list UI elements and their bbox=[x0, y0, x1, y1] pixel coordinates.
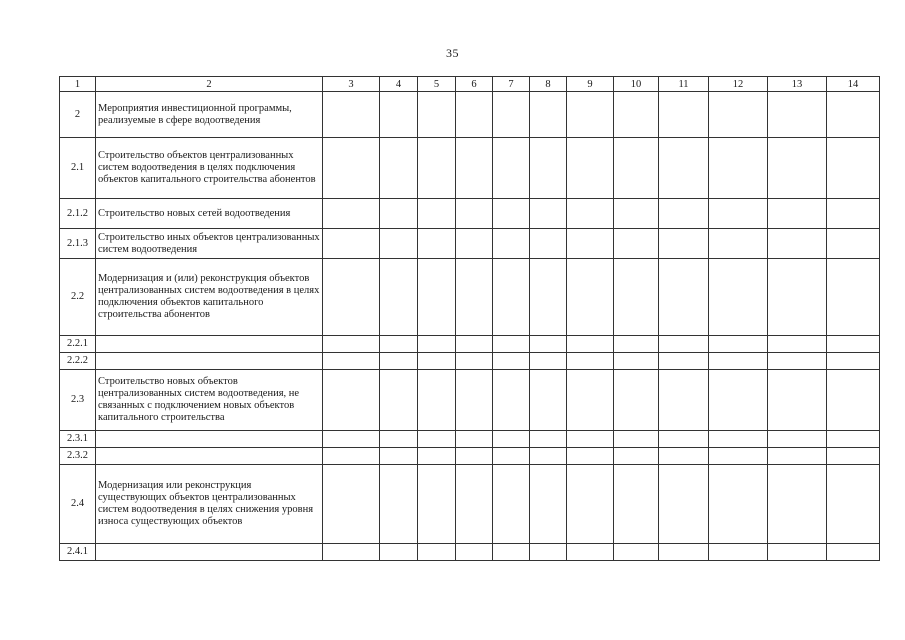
empty-cell bbox=[380, 229, 418, 259]
empty-cell bbox=[659, 259, 709, 336]
empty-cell bbox=[530, 229, 567, 259]
empty-cell bbox=[614, 465, 659, 544]
empty-cell bbox=[827, 465, 880, 544]
empty-cell bbox=[709, 92, 768, 138]
empty-cell bbox=[530, 431, 567, 448]
table-row bbox=[60, 138, 880, 199]
empty-cell bbox=[709, 353, 768, 370]
investment-program-table bbox=[59, 76, 880, 561]
empty-cell bbox=[418, 259, 456, 336]
column-header: 4 bbox=[380, 77, 418, 92]
empty-cell bbox=[418, 353, 456, 370]
column-header: 11 bbox=[659, 77, 709, 92]
column-header: 9 bbox=[567, 77, 614, 92]
table-row bbox=[60, 431, 880, 448]
row-number: 2.2.1 bbox=[60, 336, 96, 353]
empty-cell bbox=[493, 448, 530, 465]
empty-cell bbox=[768, 199, 827, 229]
empty-cell bbox=[418, 448, 456, 465]
empty-cell bbox=[323, 229, 380, 259]
empty-cell bbox=[323, 138, 380, 199]
empty-cell bbox=[659, 465, 709, 544]
empty-cell bbox=[768, 92, 827, 138]
column-header: 1 bbox=[60, 77, 96, 92]
empty-cell bbox=[456, 138, 493, 199]
empty-cell bbox=[768, 259, 827, 336]
empty-cell bbox=[493, 544, 530, 561]
row-description bbox=[96, 544, 323, 561]
empty-cell bbox=[418, 138, 456, 199]
empty-cell bbox=[323, 544, 380, 561]
empty-cell bbox=[380, 199, 418, 229]
empty-cell bbox=[768, 229, 827, 259]
empty-cell bbox=[493, 138, 530, 199]
column-header: 5 bbox=[418, 77, 456, 92]
empty-cell bbox=[530, 353, 567, 370]
empty-cell bbox=[380, 370, 418, 431]
empty-cell bbox=[614, 138, 659, 199]
empty-cell bbox=[323, 465, 380, 544]
empty-cell bbox=[768, 336, 827, 353]
empty-cell bbox=[380, 92, 418, 138]
empty-cell bbox=[323, 336, 380, 353]
table-row bbox=[60, 465, 880, 544]
empty-cell bbox=[659, 431, 709, 448]
empty-cell bbox=[418, 229, 456, 259]
empty-cell bbox=[456, 544, 493, 561]
row-number: 2 bbox=[60, 92, 96, 138]
empty-cell bbox=[659, 199, 709, 229]
row-description: Строительство новых сетей водоотведения bbox=[96, 199, 323, 229]
empty-cell bbox=[614, 448, 659, 465]
empty-cell bbox=[380, 431, 418, 448]
empty-cell bbox=[827, 138, 880, 199]
empty-cell bbox=[380, 544, 418, 561]
empty-cell bbox=[456, 259, 493, 336]
empty-cell bbox=[827, 199, 880, 229]
empty-cell bbox=[493, 465, 530, 544]
empty-cell bbox=[614, 259, 659, 336]
row-description: Строительство новых объектов централизованных систем водоотведения, не связанных с подключением новых объектов капитального строительства bbox=[96, 370, 323, 431]
empty-cell bbox=[493, 92, 530, 138]
empty-cell bbox=[567, 92, 614, 138]
empty-cell bbox=[530, 199, 567, 229]
empty-cell bbox=[567, 544, 614, 561]
empty-cell bbox=[659, 448, 709, 465]
row-description: Строительство объектов централизованных систем водоотведения в целях подключения объектов капитального строительства абонентов bbox=[96, 138, 323, 199]
empty-cell bbox=[827, 431, 880, 448]
empty-cell bbox=[323, 259, 380, 336]
row-number: 2.2.2 bbox=[60, 353, 96, 370]
empty-cell bbox=[380, 353, 418, 370]
column-header: 12 bbox=[709, 77, 768, 92]
column-header: 2 bbox=[96, 77, 323, 92]
row-description bbox=[96, 336, 323, 353]
empty-cell bbox=[530, 138, 567, 199]
empty-cell bbox=[567, 465, 614, 544]
empty-cell bbox=[493, 336, 530, 353]
row-number: 2.1.2 bbox=[60, 199, 96, 229]
empty-cell bbox=[709, 544, 768, 561]
empty-cell bbox=[530, 92, 567, 138]
empty-cell bbox=[567, 353, 614, 370]
empty-cell bbox=[659, 229, 709, 259]
empty-cell bbox=[456, 336, 493, 353]
empty-cell bbox=[614, 353, 659, 370]
empty-cell bbox=[456, 92, 493, 138]
empty-cell bbox=[659, 336, 709, 353]
empty-cell bbox=[567, 199, 614, 229]
empty-cell bbox=[709, 199, 768, 229]
empty-cell bbox=[709, 370, 768, 431]
column-header: 10 bbox=[614, 77, 659, 92]
empty-cell bbox=[567, 370, 614, 431]
empty-cell bbox=[709, 448, 768, 465]
table-header-row bbox=[60, 77, 880, 92]
row-description bbox=[96, 448, 323, 465]
empty-cell bbox=[567, 259, 614, 336]
empty-cell bbox=[323, 370, 380, 431]
empty-cell bbox=[567, 336, 614, 353]
empty-cell bbox=[827, 370, 880, 431]
empty-cell bbox=[323, 431, 380, 448]
empty-cell bbox=[709, 138, 768, 199]
column-header: 6 bbox=[456, 77, 493, 92]
table-row bbox=[60, 448, 880, 465]
empty-cell bbox=[456, 448, 493, 465]
empty-cell bbox=[493, 353, 530, 370]
empty-cell bbox=[418, 92, 456, 138]
empty-cell bbox=[614, 431, 659, 448]
table-row bbox=[60, 370, 880, 431]
empty-cell bbox=[456, 229, 493, 259]
column-header: 7 bbox=[493, 77, 530, 92]
empty-cell bbox=[418, 336, 456, 353]
empty-cell bbox=[493, 229, 530, 259]
page-number: 35 bbox=[446, 46, 459, 60]
empty-cell bbox=[827, 336, 880, 353]
empty-cell bbox=[530, 370, 567, 431]
row-number: 2.4.1 bbox=[60, 544, 96, 561]
empty-cell bbox=[418, 370, 456, 431]
column-header: 13 bbox=[768, 77, 827, 92]
empty-cell bbox=[614, 92, 659, 138]
empty-cell bbox=[530, 544, 567, 561]
empty-cell bbox=[614, 370, 659, 431]
empty-cell bbox=[530, 465, 567, 544]
empty-cell bbox=[659, 544, 709, 561]
row-number: 2.3 bbox=[60, 370, 96, 431]
empty-cell bbox=[768, 448, 827, 465]
empty-cell bbox=[567, 138, 614, 199]
empty-cell bbox=[493, 199, 530, 229]
row-number: 2.3.2 bbox=[60, 448, 96, 465]
empty-cell bbox=[768, 431, 827, 448]
empty-cell bbox=[456, 199, 493, 229]
empty-cell bbox=[380, 138, 418, 199]
empty-cell bbox=[709, 259, 768, 336]
empty-cell bbox=[456, 370, 493, 431]
empty-cell bbox=[380, 448, 418, 465]
empty-cell bbox=[323, 448, 380, 465]
row-description: Строительство иных объектов централизованных систем водоотведения bbox=[96, 229, 323, 259]
row-description: Модернизация и (или) реконструкция объектов централизованных систем водоотведения в целях подключения объектов капитального строительства абонентов bbox=[96, 259, 323, 336]
empty-cell bbox=[456, 465, 493, 544]
empty-cell bbox=[659, 353, 709, 370]
empty-cell bbox=[827, 259, 880, 336]
empty-cell bbox=[418, 544, 456, 561]
column-header: 3 bbox=[323, 77, 380, 92]
column-header: 14 bbox=[827, 77, 880, 92]
empty-cell bbox=[493, 431, 530, 448]
row-number: 2.3.1 bbox=[60, 431, 96, 448]
empty-cell bbox=[659, 92, 709, 138]
row-number: 2.1.3 bbox=[60, 229, 96, 259]
empty-cell bbox=[659, 138, 709, 199]
row-number: 2.4 bbox=[60, 465, 96, 544]
empty-cell bbox=[768, 353, 827, 370]
empty-cell bbox=[827, 229, 880, 259]
table-row bbox=[60, 336, 880, 353]
empty-cell bbox=[709, 465, 768, 544]
row-description: Модернизация или реконструкция существующих объектов централизованных систем водоотведения в целях снижения уровня износа существующих объектов bbox=[96, 465, 323, 544]
row-description: Мероприятия инвестиционной программы, реализуемые в сфере водоотведения bbox=[96, 92, 323, 138]
empty-cell bbox=[827, 92, 880, 138]
table-row bbox=[60, 92, 880, 138]
empty-cell bbox=[493, 370, 530, 431]
empty-cell bbox=[567, 229, 614, 259]
empty-cell bbox=[418, 465, 456, 544]
empty-cell bbox=[614, 336, 659, 353]
empty-cell bbox=[530, 259, 567, 336]
empty-cell bbox=[827, 448, 880, 465]
empty-cell bbox=[530, 448, 567, 465]
empty-cell bbox=[380, 259, 418, 336]
empty-cell bbox=[768, 370, 827, 431]
empty-cell bbox=[418, 199, 456, 229]
empty-cell bbox=[709, 229, 768, 259]
empty-cell bbox=[323, 199, 380, 229]
empty-cell bbox=[380, 465, 418, 544]
empty-cell bbox=[530, 336, 567, 353]
empty-cell bbox=[709, 336, 768, 353]
row-description bbox=[96, 353, 323, 370]
empty-cell bbox=[380, 336, 418, 353]
empty-cell bbox=[493, 259, 530, 336]
row-description bbox=[96, 431, 323, 448]
column-header: 8 bbox=[530, 77, 567, 92]
empty-cell bbox=[768, 544, 827, 561]
empty-cell bbox=[323, 92, 380, 138]
empty-cell bbox=[659, 370, 709, 431]
empty-cell bbox=[827, 544, 880, 561]
empty-cell bbox=[614, 199, 659, 229]
row-number: 2.1 bbox=[60, 138, 96, 199]
table-row bbox=[60, 259, 880, 336]
empty-cell bbox=[768, 138, 827, 199]
empty-cell bbox=[567, 448, 614, 465]
table-row bbox=[60, 229, 880, 259]
empty-cell bbox=[614, 544, 659, 561]
empty-cell bbox=[418, 431, 456, 448]
empty-cell bbox=[567, 431, 614, 448]
empty-cell bbox=[456, 431, 493, 448]
row-number: 2.2 bbox=[60, 259, 96, 336]
empty-cell bbox=[768, 465, 827, 544]
table-row bbox=[60, 353, 880, 370]
table-row bbox=[60, 544, 880, 561]
empty-cell bbox=[827, 353, 880, 370]
empty-cell bbox=[323, 353, 380, 370]
empty-cell bbox=[614, 229, 659, 259]
table-row bbox=[60, 199, 880, 229]
empty-cell bbox=[709, 431, 768, 448]
empty-cell bbox=[456, 353, 493, 370]
